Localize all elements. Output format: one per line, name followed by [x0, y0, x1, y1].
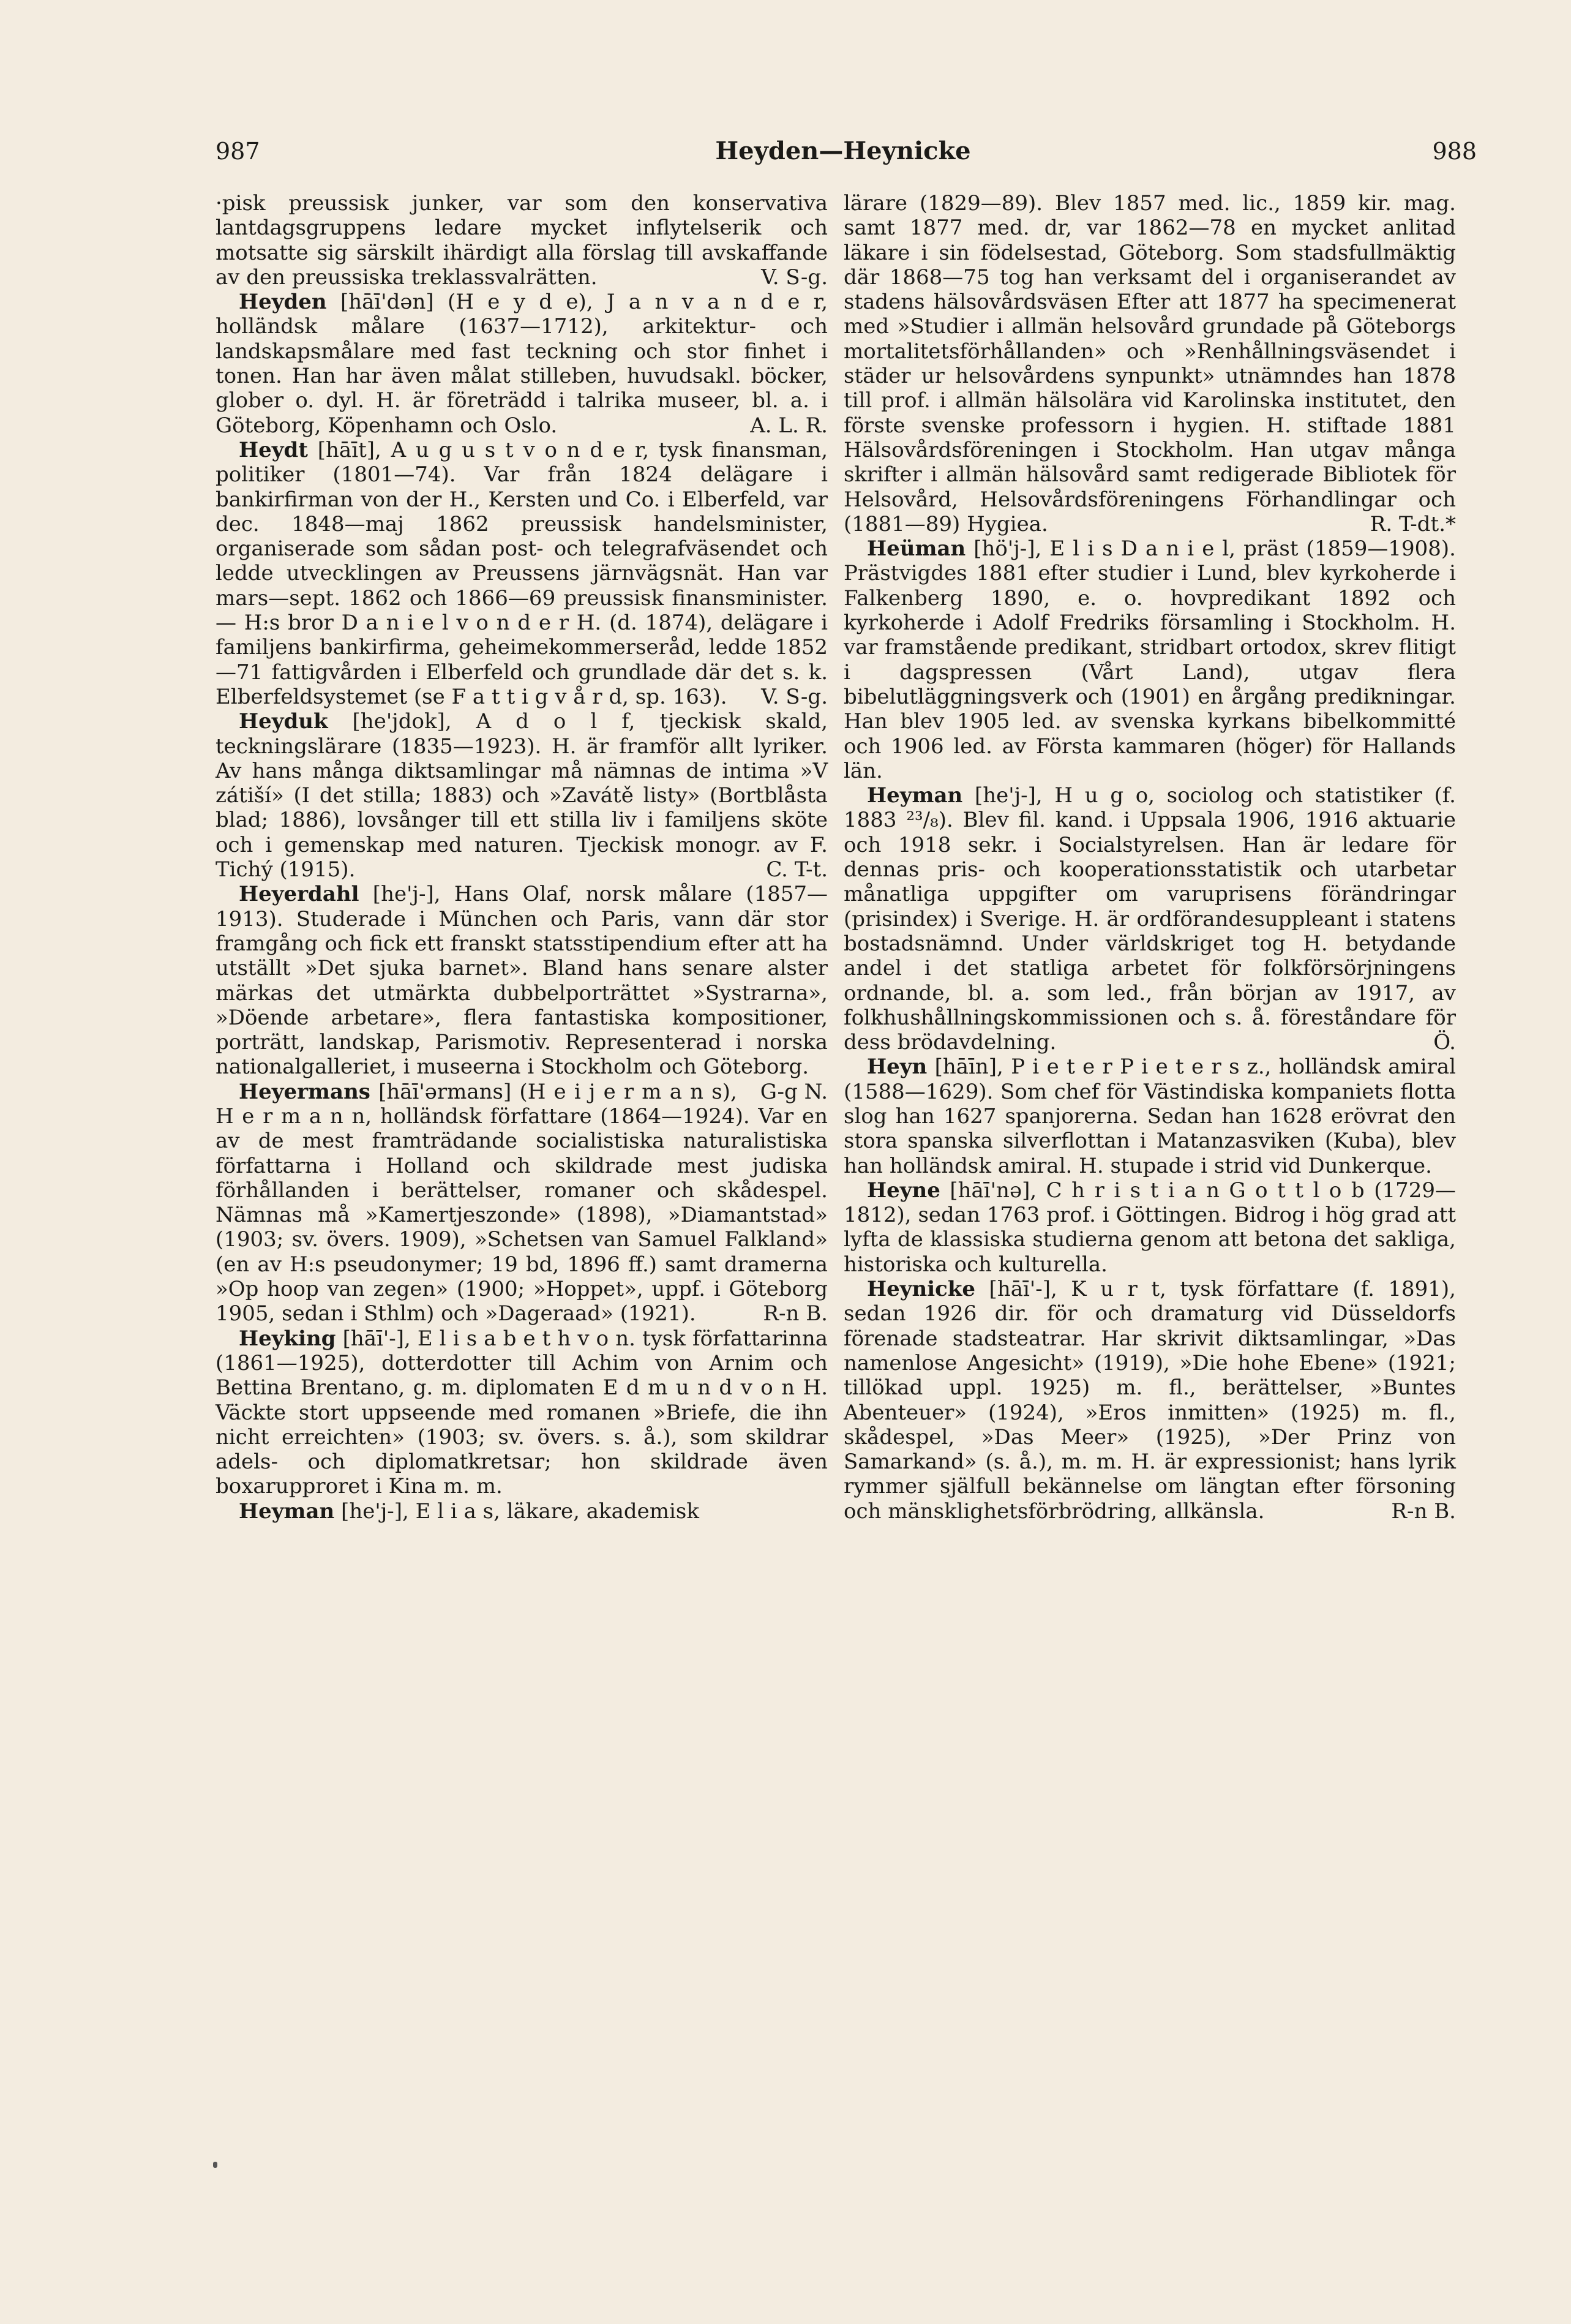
entry-headword: Heyn [867, 1055, 928, 1080]
entry [216, 191, 828, 290]
entry [216, 290, 828, 438]
entry-headword: Heüman [867, 536, 966, 562]
entry-signature: C. T-t. [766, 857, 828, 882]
page-number-right: 988 [1432, 138, 1477, 165]
entry [216, 709, 828, 882]
entry-text: [hāī'nə], C h r i s t i a n G o t t l o b (1729—1812), sedan 1763 prof. i Göttingen. Bidrog i hög grad att lyfta de klassiska studierna genom att betona det sakliga, historiska och kulturella. [844, 1178, 1456, 1277]
entry [844, 536, 1456, 783]
entry-headword: Heyermans [239, 1079, 370, 1104]
entry-headword: Heyerdahl [239, 882, 359, 907]
left-column [216, 191, 828, 1524]
entry-text: lärare (1829—89). Blev 1857 med. lic., 1859 kir. mag. samt 1877 med. dr, var 1862—78 en mycket anlitad läkare i sin födelsestad, Göteborg. Som stadsfullmäktig där 1868—75 tog han verksamt del i organiserandet av stadens hälsovårdsväsen Efter att 1877 ha specimenerat med »Studier i allmän helsovård grundade på Göteborgs mortalitetsförhållanden» och »Renhållningsväsendet i städer ur helsovårdens synpunkt» utnämndes han 1878 till prof. i allmän hälsolära vid Karolinska institutet, den förste svenske professorn i hygien. H. stiftade 1881 Hälsovårdsföreningen i Stockholm. Han utgav många skrifter i allmän hälsovård samt redigerade Bibliotek för Helsovård, Helsovårdsföreningens Förhandlingar och (1881—89) Hygiea. [844, 191, 1456, 536]
entry-signature: R-n B. [1391, 1499, 1456, 1524]
entry-signature: A. L. R. [750, 413, 828, 438]
entry-headword: Heyduk [239, 709, 328, 734]
entry-headword: Heyking [239, 1326, 336, 1351]
page-number-left: 987 [216, 138, 260, 165]
entry-text: [he'j-], H u g o, sociolog och statistiker (f. 1883 ²³/₈). Blev fil. kand. i Uppsala 1906, 1916 aktuarie och 1918 sekr. i Socialstyrelsen. Han är ledare för dennas pris- och kooperationsstatistik och utarbetar månatliga uppgifter om varuprisens förändringar (prisindex) i Sverige. H. är ordförandesuppleant i statens bostadsnämnd. Under världskriget tog H. betydande andel i det statliga arbetet för folkförsörjningens ordnande, bl. a. som led., från början av 1917, av folkhushållningskommissionen och s. å. föreståndare för dess brödavdelning. [844, 783, 1456, 1055]
entry-signature: R-n B. [763, 1301, 828, 1326]
entry-text: [he'jdok], A d o l f, tjeckisk skald, teckningslärare (1835—1923). H. är framför allt lyriker. Av hans många diktsamlingar må nämnas de intima »V zátiší» (I det stilla; 1883) och »Zavátě listy» (Bortblåsta blad; 1886), lovsånger till ett stilla liv i familjens sköte och i gemenskap med naturen. Tjeckisk monogr. av F. Tichý (1915). [216, 709, 828, 882]
entry-signature: G-g N. [760, 1079, 828, 1104]
entry-signature: V. S-g. [761, 265, 828, 290]
entry-text: [hāī'-], E l i s a b e t h v o n. tysk författarinna (1861—1925), dotterdotter till Achim von Arnim och Bettina Brentano, g. m. diplomaten E d m u n d v o n H. Väckte stort uppseende med romanen »Briefe, die ihn nicht erreichten» (1903; sv. övers. s. å.), som skildrar adels- och diplomatkretsar; hon skildrade även boxarupproret i Kina m. m. [216, 1326, 828, 1499]
page-header [209, 136, 1477, 179]
entry-headword: Heydt [239, 437, 308, 462]
entry-signature: R. T-dt.* [1370, 511, 1456, 536]
entry-text: [he'j-], Hans Olaf, norsk målare (1857—1913). Studerade i München och Paris, vann där stor framgång och fick ett franskt statsstipendium efter att ha utställt »Det sjuka barnet». Bland hans senare alster märkas det utmärkta dubbelporträttet »Systrarna», »Döende arbetare», flera fantastiska kompositioner, porträtt, landskap, Parismotiv. Representerad i norska nationalgalleriet, i museerna i Stockholm och Göteborg. [216, 882, 828, 1080]
entry [844, 783, 1456, 1055]
entry-headword: Heyman [867, 783, 963, 808]
entry-text: ·pisk preussisk junker, var som den konservativa lantdagsgruppens ledare mycket inflytelserik och motsatte sig särskilt ihärdigt alla förslag till avskaffande av den preussiska treklassvalrätten. [216, 191, 828, 290]
entry [216, 438, 828, 709]
entry-headword: Heyman [239, 1499, 335, 1524]
print-speck [213, 2162, 217, 2168]
entry-text: [hāī'ərmans] (H e i j e r m a n s), H e r m a n n, holländsk författare (1864—1924). Var en av de mest framträdande socialistiska naturalistiska författarna i Holland och skildrade mest judiska förhållanden i berättelser, romaner och skådespel. Nämnas må »Kamertjeszonde» (1898), »Diamantstad» (1903; sv. övers. 1909), »Schetsen van Samuel Falkland» (en av H:s pseudonymer; 19 bd, 1896 ff.) samt dramerna »Op hoop van zegen» (1900; »Hoppet», uppf. i Göteborg 1905, sedan i Sthlm) och »Dageraad» (1921). [216, 1079, 828, 1326]
entry [844, 1055, 1456, 1178]
entry-headword: Heyden [239, 290, 327, 315]
running-title: Heyden—Heynicke [715, 137, 971, 165]
entry-text: [hāī'dən] (H e y d e), J a n v a n d e r, holländsk målare (1637—1712), arkitektur- och landskapsmålare med fast teckning och stor finhet i tonen. Han har även målat stilleben, huvudsakl. böcker, glober o. dyl. H. är företrädd i talrika museer, bl. a. i Göteborg, Köpenhamn och Oslo. [216, 290, 828, 438]
entry-headword: Heynicke [867, 1277, 976, 1302]
entry-headword: Heyne [867, 1178, 940, 1203]
entry-text: [hāī'-], K u r t, tysk författare (f. 1891), sedan 1926 dir. för och dramaturg vid Düsseldorfs förenade stadsteatrar. Har skrivit diktsamlingar, »Das namenlose Angesicht» (1919), »Die hohe Ebene» (1921; tillökad uppl. 1925) m. fl., berättelser, »Buntes Abenteuer» (1924), »Eros inmitten» (1925) m. fl., skådespel, »Das Meer» (1925), »Der Prinz von Samarkand» (s. å.), m. m. H. är expressionist; hans lyrik rymmer själfull bekännelse om längtan efter försoning och mänsklighetsförbrödring, allkänsla. [844, 1277, 1456, 1524]
entry [216, 1080, 828, 1326]
entry-text: [hāīn], P i e t e r P i e t e r s z., holländsk amiral (1588—1629). Som chef för Västindiska kompaniets flotta slog han 1627 spanjorerna. Sedan han 1628 erövrat den stora spanska silverflottan i Matanzasviken (Kuba), blev han holländsk amiral. H. stupade i strid vid Dunkerque. [844, 1055, 1456, 1178]
right-column [844, 191, 1456, 1524]
entry [216, 1499, 828, 1524]
entry-text: [hö'j-], E l i s D a n i e l, präst (1859—1908). Prästvigdes 1881 efter studier i Lund, blev kyrkoherde i Falkenberg 1890, e. o. hovpredikant 1892 och kyrkoherde i Adolf Fredriks församling i Stockholm. H. var framstående predikant, stridbart ortodox, skrev flitigt i dagspressen (Vårt Land), utgav flera bibelutläggningsverk och (1901) en årgång predikningar. Han blev 1905 led. av svenska kyrkans bibelkommitté och 1906 led. av Första kammaren (höger) för Hallands län. [844, 536, 1456, 783]
entry [844, 1178, 1456, 1277]
entry-signature: Ö. [1433, 1030, 1456, 1055]
entry [844, 1277, 1456, 1524]
entry-text: [hāīt], A u g u s t v o n d e r, tysk finansman, politiker (1801—74). Var från 1824 delägare i bankirfirman von der H., Kersten und Co. i Elberfeld, var dec. 1848—maj 1862 preussisk handelsminister, organiserade som sådan post- och telegrafväsendet och ledde utvecklingen av Preussens järnvägsnät. Han var mars—sept. 1862 och 1866—69 preussisk finansminister. — H:s bror D a n i e l v o n d e r H. (d. 1874), delägare i familjens bankirfirma, geheimekommerseråd, ledde 1852—71 fattigvården i Elberfeld och grundlade där det s. k. Elberfeldsystemet (se F a t t i g v å r d, sp. 163). [216, 437, 828, 709]
entry-text: [he'j-], E l i a s, läkare, akademisk [334, 1499, 699, 1524]
entry [844, 191, 1456, 536]
entry [216, 1326, 828, 1499]
entry-signature: V. S-g. [761, 684, 828, 709]
